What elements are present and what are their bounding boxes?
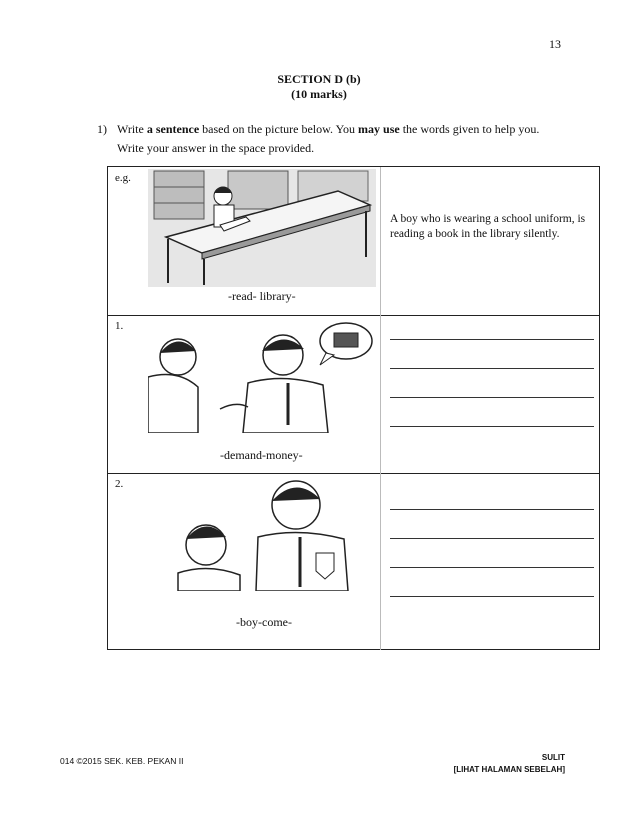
answer-line[interactable] [390,538,594,539]
footer-next-page: [LIHAT HALAMAN SEBELAH] [453,765,565,774]
answer-line[interactable] [390,397,594,398]
answer-line[interactable] [390,567,594,568]
row-label: e.g. [115,172,131,184]
instruction-line-1 [117,120,577,139]
question-instructions [97,120,577,158]
column-divider [380,315,381,473]
row-label: 1. [115,320,124,332]
footer-copyright: 014 ©2015 SEK. KEB. PEKAN II [60,756,184,766]
column-divider [380,473,381,650]
keywords-hint: -demand-money- [220,448,303,462]
answer-line[interactable] [390,368,594,369]
row-label: 2. [115,478,124,490]
footer-sulit: SULIT [541,753,565,762]
example-answer: A boy who is wearing a school uniform, is reading a book in the library silently. [390,213,586,240]
instruction-text: based on the picture below. You [199,122,359,136]
answer-line[interactable] [390,596,594,597]
boy-coming-illustration [148,475,376,591]
section-header [0,72,638,102]
instruction-text: the words given to help you. [399,122,540,136]
footer-notice [454,752,565,776]
page-number: 13 [549,37,561,51]
column-divider [380,167,381,315]
instruction-text: Write [117,122,147,136]
answer-line[interactable] [390,426,594,427]
keywords-hint: -boy-come- [236,615,292,629]
question-table [107,166,600,650]
instruction-emphasis: a sentence [146,122,200,136]
library-boy-reading-illustration [148,169,376,287]
answer-lines [390,509,594,625]
instruction-emphasis: may use [358,122,400,136]
instruction-line-2: Write your answer in the space provided. [117,141,315,155]
boys-demanding-money-illustration [148,317,376,433]
question-row-1 [108,315,599,474]
answer-line[interactable] [390,509,594,510]
example-row [108,167,599,316]
section-marks: (10 marks) [291,87,347,101]
answer-lines [390,339,594,455]
answer-line[interactable] [390,339,594,340]
question-number: 1) [97,122,107,136]
section-title: SECTION D (b) [277,72,361,86]
keywords-hint: -read- library- [228,289,296,303]
question-row-2 [108,473,599,650]
